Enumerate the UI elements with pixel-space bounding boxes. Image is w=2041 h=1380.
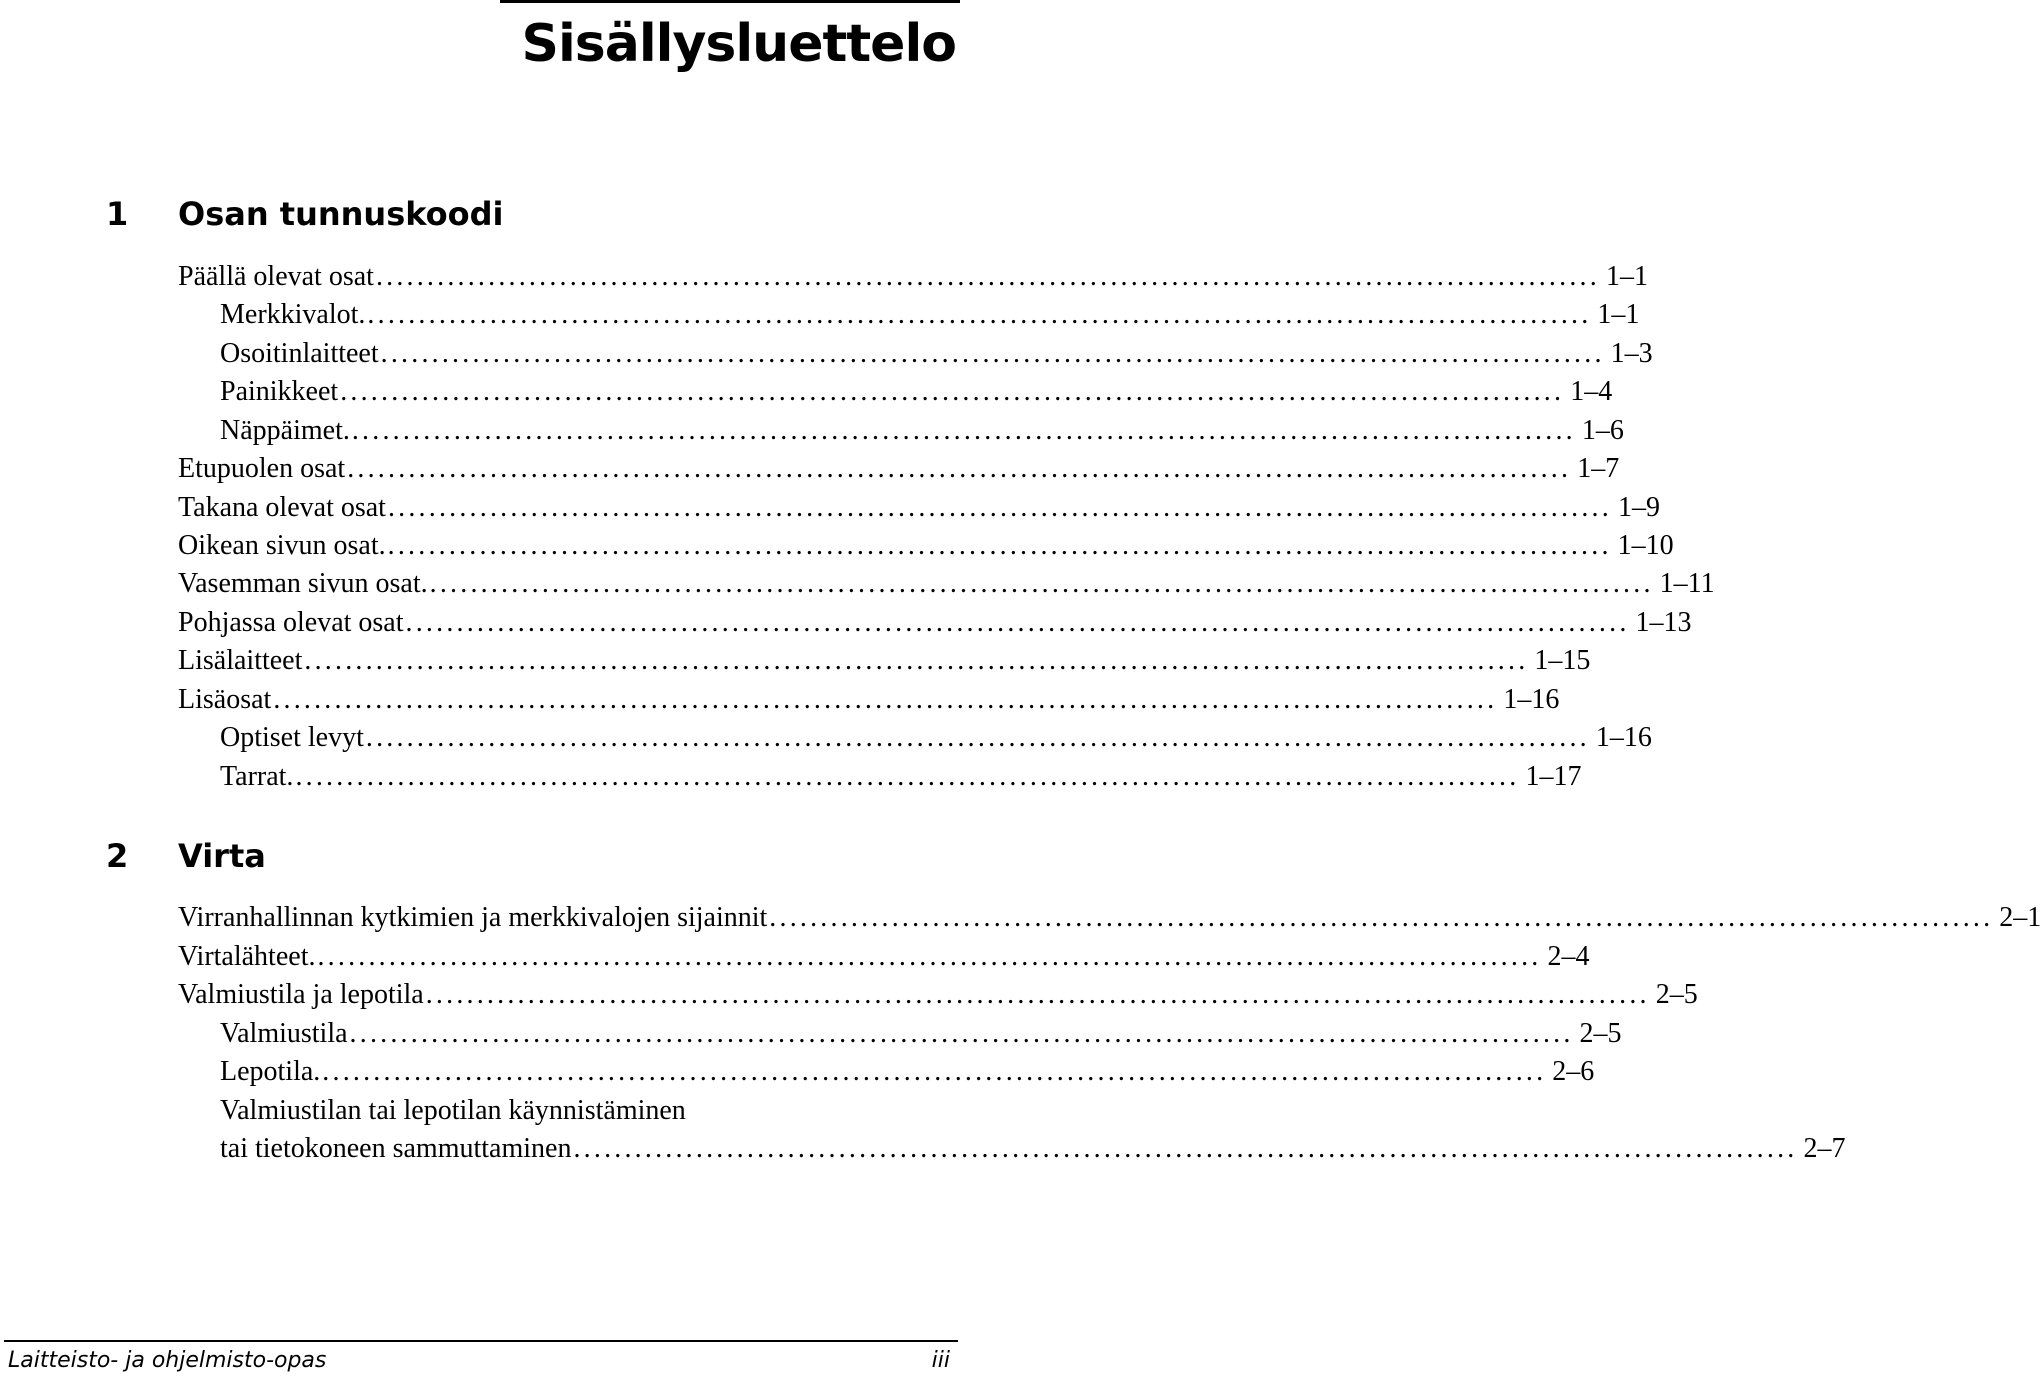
toc-entry[interactable]	[220, 335, 1653, 373]
chapter-heading-1	[106, 194, 504, 234]
toc-entry[interactable]	[178, 642, 1591, 680]
toc-entry-title: Valmiustila ja lepotila	[178, 979, 424, 1010]
toc-page-number: 1–1	[1605, 261, 1648, 292]
toc-entry-title: Optiset levyt	[220, 722, 364, 753]
toc-entry[interactable]	[220, 719, 1652, 757]
footer-rule	[4, 1340, 958, 1342]
toc-page-number: 1–11	[1659, 568, 1715, 599]
toc-entry-title-continued: tai tietokoneen sammuttaminen	[220, 1133, 572, 1164]
toc-dot-leader: ........................................................................................................................	[375, 261, 1600, 292]
toc-entry-title: Merkkivalot.	[220, 299, 366, 330]
toc-entry-title: Virtalähteet.	[178, 941, 316, 972]
toc-entry[interactable]	[178, 604, 1692, 642]
toc-entry-title: Pohjassa olevat osat	[178, 607, 404, 638]
toc-page-number: 1–10	[1617, 530, 1674, 561]
toc-page-number: 2–5	[1579, 1018, 1622, 1049]
toc-entry[interactable]	[220, 1015, 1622, 1053]
toc-dot-leader: ........................................................................................................................	[387, 492, 1612, 523]
toc-entry-first-line[interactable]: Valmiustilan tai lepotilan käynnistäminen	[220, 1095, 686, 1126]
toc-entry[interactable]	[178, 681, 1560, 719]
toc-page-number: 1–1	[1597, 299, 1640, 330]
toc-dot-leader: ........................................................................................................................	[273, 684, 1498, 715]
toc-dot-leader: ........................................................................................................................	[365, 722, 1590, 753]
toc-page-number: 1–17	[1525, 761, 1582, 792]
toc-page-number: 2–7	[1803, 1133, 1846, 1164]
toc-page-number: 1–16	[1595, 722, 1652, 753]
chapter-number: 1	[106, 195, 129, 233]
chapter-number: 2	[106, 837, 129, 875]
toc-entry-title: Virranhallinnan kytkimien ja merkkivalojen sijainnit	[178, 902, 768, 933]
toc-dot-leader: ........................................................................................................................	[425, 979, 1650, 1010]
toc-entry[interactable]	[178, 565, 1715, 603]
toc-dot-leader: ........................................................................................................................	[367, 299, 1592, 330]
toc-dot-leader: ........................................................................................................................	[295, 761, 1520, 792]
toc-entry[interactable]	[178, 450, 1620, 488]
toc-dot-leader: ........................................................................................................................	[340, 376, 1565, 407]
toc-entry[interactable]	[220, 412, 1624, 450]
toc-entry-title: Näppäimet.	[220, 415, 350, 446]
toc-entry[interactable]	[220, 1130, 1846, 1168]
toc-entry[interactable]	[178, 258, 1648, 296]
toc-dot-leader: ........................................................................................................................	[347, 453, 1572, 484]
toc-page-number: 1–6	[1581, 415, 1624, 446]
toc-entry-title: Tarrat.	[220, 761, 294, 792]
toc-page-number: 1–3	[1610, 338, 1653, 369]
toc-entry[interactable]	[220, 1053, 1595, 1091]
top-rule	[500, 0, 960, 3]
toc-page-number: 2–5	[1655, 979, 1698, 1010]
toc-page-number: 1–4	[1570, 376, 1613, 407]
toc-dot-leader: ........................................................................................................................	[405, 607, 1630, 638]
toc-page-number: 1–9	[1617, 492, 1660, 523]
toc-entry-title: Etupuolen osat	[178, 453, 346, 484]
toc-entry-title: Lepotila.	[220, 1056, 321, 1087]
toc-dot-leader: ........................................................................................................................	[317, 941, 1542, 972]
toc-dot-leader: ........................................................................................................................	[349, 1018, 1574, 1049]
toc-dot-leader: ........................................................................................................................	[304, 645, 1529, 676]
page-title: Sisällysluettelo	[521, 14, 956, 74]
toc-entry[interactable]	[178, 976, 1698, 1014]
toc-dot-leader: ........................................................................................................................	[380, 338, 1605, 369]
toc-dot-leader: ........................................................................................................................	[769, 902, 1994, 933]
toc-entry-title: Valmiustila	[220, 1018, 348, 1049]
toc-page-number: 1–13	[1635, 607, 1692, 638]
toc-entry[interactable]	[220, 758, 1582, 796]
toc-page-number: 2–1	[1999, 902, 2041, 933]
toc-dot-leader: ........................................................................................................................	[322, 1056, 1547, 1087]
toc-entry-title: Lisäosat	[178, 684, 272, 715]
toc-entry-title: Lisälaitteet	[178, 645, 303, 676]
footer-title: Laitteisto- ja ohjelmisto-opas	[8, 1348, 327, 1373]
chapter-heading-2	[106, 836, 266, 876]
toc-entry[interactable]	[220, 373, 1613, 411]
toc-entry-title: Oikean sivun osat.	[178, 530, 386, 561]
toc-entry-title: Vasemman sivun osat.	[178, 568, 428, 599]
toc-entry[interactable]	[178, 527, 1674, 565]
chapter-title: Virta	[178, 837, 266, 875]
toc-entry[interactable]	[178, 899, 2041, 937]
toc-entry-title: Osoitinlaitteet	[220, 338, 379, 369]
toc-entry-title: Takana olevat osat	[178, 492, 386, 523]
toc-entry-title: Painikkeet	[220, 376, 339, 407]
chapter-title: Osan tunnuskoodi	[178, 195, 504, 233]
footer-page-number: iii	[931, 1348, 950, 1373]
toc-dot-leader: ........................................................................................................................	[573, 1133, 1798, 1164]
toc-entry[interactable]	[178, 489, 1660, 527]
toc-page-number: 2–4	[1547, 941, 1590, 972]
toc-page-number: 1–16	[1503, 684, 1560, 715]
toc-page-number: 2–6	[1552, 1056, 1595, 1087]
toc-dot-leader: ........................................................................................................................	[429, 568, 1654, 599]
toc-page-number: 1–7	[1577, 453, 1620, 484]
toc-page-number: 1–15	[1534, 645, 1591, 676]
toc-entry[interactable]	[220, 296, 1640, 334]
toc-dot-leader: ........................................................................................................................	[351, 415, 1576, 446]
toc-entry-title: Päällä olevat osat	[178, 261, 374, 292]
toc-dot-leader: ........................................................................................................................	[387, 530, 1612, 561]
toc-entry[interactable]	[178, 938, 1590, 976]
